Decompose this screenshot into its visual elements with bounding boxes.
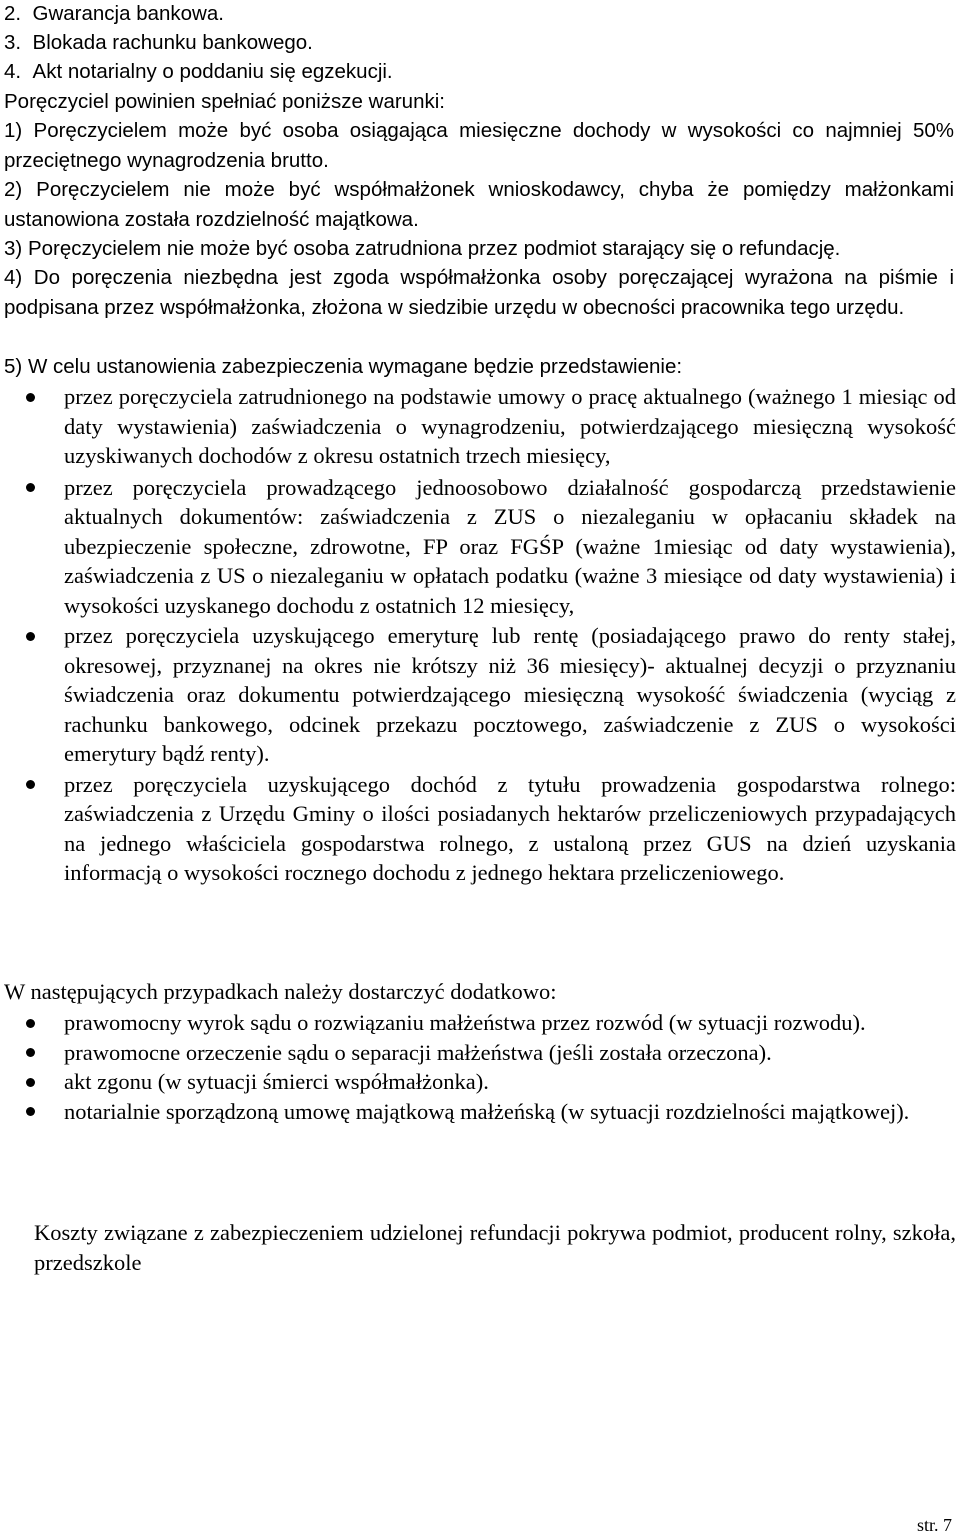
- condition-1: 1) Poręczycielem może być osoba osiągająca miesięczne dochody w wysokości co najmniej 50% przeciętnego wynagrodzenia brutto.: [4, 119, 954, 172]
- list-item: prawomocny wyrok sądu o rozwiązaniu małżeństwa przez rozwód (w sytuacji rozwodu).: [0, 1008, 956, 1038]
- bullet-icon: [26, 483, 35, 492]
- condition-4: 4) Do poręczenia niezbędna jest zgoda współmałżonka osoby poręczającej wyrażona na piśmie i podpisana przez współmałżonka, złożona w siedzibie urzędu w obecności pracownika tego urzędu.: [4, 266, 954, 319]
- bullet-icon: [26, 1019, 35, 1028]
- additional-bullet-list: [0, 1008, 956, 1126]
- bullet-icon: [26, 1078, 35, 1087]
- top-list-item: 2. Gwarancja bankowa.: [4, 2, 224, 25]
- bullet-icon: [26, 1107, 35, 1116]
- list-item: przez poręczyciela prowadzącego jednoosobowo działalność gospodarczą przedstawienie aktualnych dokumentów: zaświadczenia z ZUS o niezaleganiu w opłacaniu składek na ubezpieczenie społeczne, zdrowotne, FP oraz FGŚP (ważne 1miesiąc od daty wystawienia), zaświadczenia z US o niezaleganiu w opłatach podatku (ważne 3 miesiące od daty wystawienia) i wysokości uzyskanego dochodu z ostatnich 12 miesięcy,: [0, 473, 956, 621]
- bullet-icon: [26, 632, 35, 641]
- security-bullet-list: [0, 382, 956, 888]
- guarantor-heading: Poręczyciel powinien spełniać poniższe warunki:: [4, 90, 445, 113]
- list-item: prawomocne orzeczenie sądu o separacji małżeństwa (jeśli została orzeczona).: [0, 1038, 956, 1068]
- condition-5: 5) W celu ustanowienia zabezpieczenia wymagane będzie przedstawienie:: [4, 355, 683, 378]
- condition-3: 3) Poręczycielem nie może być osoba zatrudniona przez podmiot starający się o refundację.: [4, 237, 841, 260]
- list-item: przez poręczyciela uzyskującego emeryturę lub rentę (posiadającego prawo do renty stałej, okresowej, przyznanej na okres nie krótszy niż 36 miesięcy)- aktualnej decyzji o przyznaniu świadczenia oraz dokumentu potwierdzającego miesięczną wysokość świadczenia (wyciąg z rachunku bankowego, odcinek przekazu pocztowego, zaświadczenie z ZUS o wysokości emerytury bądź renty).: [0, 621, 956, 769]
- top-list-item: 4. Akt notarialny o poddaniu się egzekucji.: [4, 60, 393, 83]
- bullet-icon: [26, 780, 35, 789]
- additional-heading: W następujących przypadkach należy dostarczyć dodatkowo:: [4, 979, 557, 1004]
- bullet-icon: [26, 1048, 35, 1057]
- bullet-icon: [26, 393, 35, 402]
- page-number: str. 7: [916, 1515, 952, 1535]
- list-item: przez poręczyciela uzyskującego dochód z tytułu prowadzenia gospodarstwa rolnego: zaświadczenia z Urzędu Gminy o ilości posiadanych hektarów przeliczeniowych przypadających na jednego właściciela gospodarstwa rolnego, z ustaloną przez GUS na dzień uzyskania informacją o wysokości rocznego dochodu z jednego hektara przeliczeniowego.: [0, 770, 956, 888]
- list-item: notarialnie sporządzoną umowę majątkową małżeńską (w sytuacji rozdzielności majątkowej).: [0, 1097, 956, 1127]
- list-item: przez poręczyciela zatrudnionego na podstawie umowy o pracę aktualnego (ważnego 1 miesiąc od daty wystawienia) zaświadczenia o wynagrodzeniu, potwierdzającego miesięczną wysokość uzyskiwanych dochodów z okresu ostatnich trzech miesięcy,: [0, 382, 956, 471]
- condition-2: 2) Poręczycielem nie może być współmałżonek wnioskodawcy, chyba że pomiędzy małżonkami ustanowiona została rozdzielność majątkowa.: [4, 178, 954, 231]
- top-list-item: 3. Blokada rachunku bankowego.: [4, 31, 313, 54]
- list-item: akt zgonu (w sytuacji śmierci współmałżonka).: [0, 1067, 956, 1097]
- costs-note: Koszty związane z zabezpieczeniem udzielonej refundacji pokrywa podmiot, producent rolny, szkoła, przedszkole: [34, 1220, 956, 1275]
